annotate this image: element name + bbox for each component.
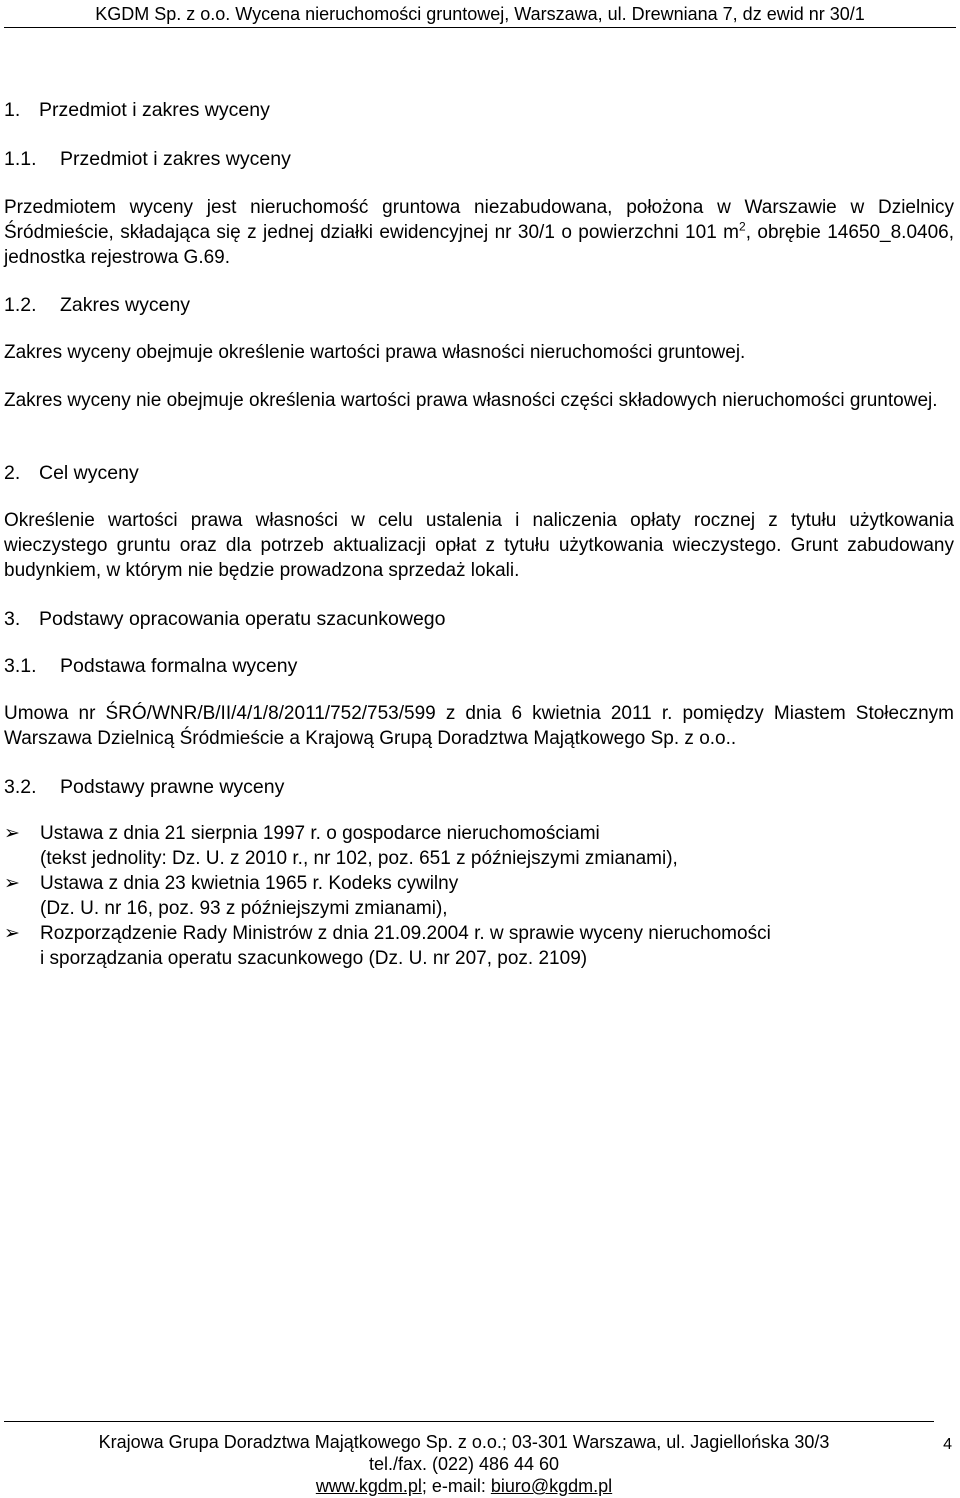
footer-separator: ; e-mail: <box>421 1476 491 1496</box>
heading-1-2 <box>4 293 954 318</box>
heading-number: 1.2. <box>4 294 37 316</box>
arrow-bullet-icon: ➢ <box>4 873 20 894</box>
footer-contact <box>10 1475 918 1497</box>
heading-number: 3.1. <box>4 655 37 677</box>
superscript: 2 <box>739 219 746 234</box>
heading-title: Podstawy opracowania operatu szacunkowego <box>39 608 446 630</box>
heading-title: Podstawa formalna wyceny <box>60 655 298 677</box>
heading-number: 1. <box>4 99 21 121</box>
paragraph-scope-2: Zakres wyceny nie obejmuje określenia wartości prawa własności części składowych nieruchomości gruntowej. <box>4 390 938 411</box>
heading-3-2 <box>4 775 954 800</box>
paragraph-text-2: obrębie 14650_8.0406, jednostka rejestrowa G.69. <box>4 221 954 268</box>
header-divider <box>4 27 956 28</box>
list-item-line: Rozporządzenie Rady Ministrów z dnia 21.09.2004 r. w sprawie wyceny nieruchomości <box>40 923 771 944</box>
list-item <box>4 872 954 922</box>
heading-number: 3. <box>4 608 21 630</box>
list-item <box>4 822 954 872</box>
paragraph-purpose: Określenie wartości prawa własności w celu ustalenia i naliczenia opłaty rocznej z tytułu użytkowania wieczystego gruntu oraz dla potrzeb aktualizacji opłat z tytułu użytkowania wieczystego. Grunt zabudowany budynkiem, w którym nie będzie prowadzona sprzedaż lokali. <box>4 510 954 581</box>
arrow-bullet-icon: ➢ <box>4 923 20 944</box>
heading-3-1 <box>4 654 954 679</box>
heading-number: 1.1. <box>4 148 37 170</box>
paragraph-subject <box>4 196 954 270</box>
list-item-line: (tekst jednolity: Dz. U. z 2010 r., nr 102, poz. 651 z późniejszymi zmianami), <box>40 847 678 869</box>
heading-1-1 <box>4 147 954 172</box>
arrow-bullet-icon: ➢ <box>4 823 20 844</box>
heading-number: 2. <box>4 462 21 484</box>
heading-title: Cel wyceny <box>39 462 139 484</box>
page-number: 4 <box>943 1436 952 1453</box>
heading-title: Przedmiot i zakres wyceny <box>39 99 270 121</box>
page-footer <box>10 1431 918 1497</box>
heading-2 <box>4 461 954 486</box>
footer-company: Krajowa Grupa Doradztwa Majątkowego Sp. z o.o.; 03-301 Warszawa, ul. Jagiellońska 30/3 <box>98 1432 830 1452</box>
heading-title: Zakres wyceny <box>60 294 191 316</box>
list-item-line: i sporządzania operatu szacunkowego (Dz. U. nr 207, poz. 2109) <box>40 947 588 969</box>
paragraph-formal-basis: Umowa nr ŚRÓ/WNR/B/II/4/1/8/2011/752/753/599 z dnia 6 kwietnia 2011 r. pomiędzy Miastem Stołecznym Warszawa Dzielnicą Śródmieście a Krajową Grupą Doradztwa Majątkowego Sp. z o.o.. <box>4 703 954 749</box>
list-item-line: Ustawa z dnia 23 kwietnia 1965 r. Kodeks cywilny <box>40 873 459 894</box>
paragraph-text-end: , <box>745 221 751 243</box>
heading-title: Przedmiot i zakres wyceny <box>60 148 291 170</box>
list-item-line: Ustawa z dnia 21 sierpnia 1997 r. o gospodarce nieruchomościami <box>40 823 600 844</box>
website-link[interactable]: www.kgdm.pl <box>315 1476 422 1496</box>
email-link[interactable]: biuro@kgdm.pl <box>490 1476 613 1496</box>
heading-3 <box>4 607 954 632</box>
heading-title: Podstawy prawne wyceny <box>60 776 285 798</box>
page-header: KGDM Sp. z o.o. Wycena nieruchomości gruntowej, Warszawa, ul. Drewniana 7, dz ewid nr 30/1 <box>95 4 865 24</box>
paragraph-scope-1: Zakres wyceny obejmuje określenie wartości prawa własności nieruchomości gruntowej. <box>4 342 746 363</box>
footer-divider <box>4 1421 934 1422</box>
list-item-line: (Dz. U. nr 16, poz. 93 z późniejszymi zmianami), <box>40 897 448 919</box>
heading-number: 3.2. <box>4 776 37 798</box>
list-item <box>4 922 954 972</box>
paragraph-text: Przedmiotem wyceny jest nieruchomość gruntowa niezabudowana, położona w Warszawie w Dzielnicy Śródmieście, składająca się z jednej działki ewidencyjnej nr 30/1 o powierzchni 101 m <box>4 197 954 243</box>
heading-1 <box>4 98 954 123</box>
footer-phone: tel./fax. (022) 486 44 60 <box>368 1454 560 1474</box>
